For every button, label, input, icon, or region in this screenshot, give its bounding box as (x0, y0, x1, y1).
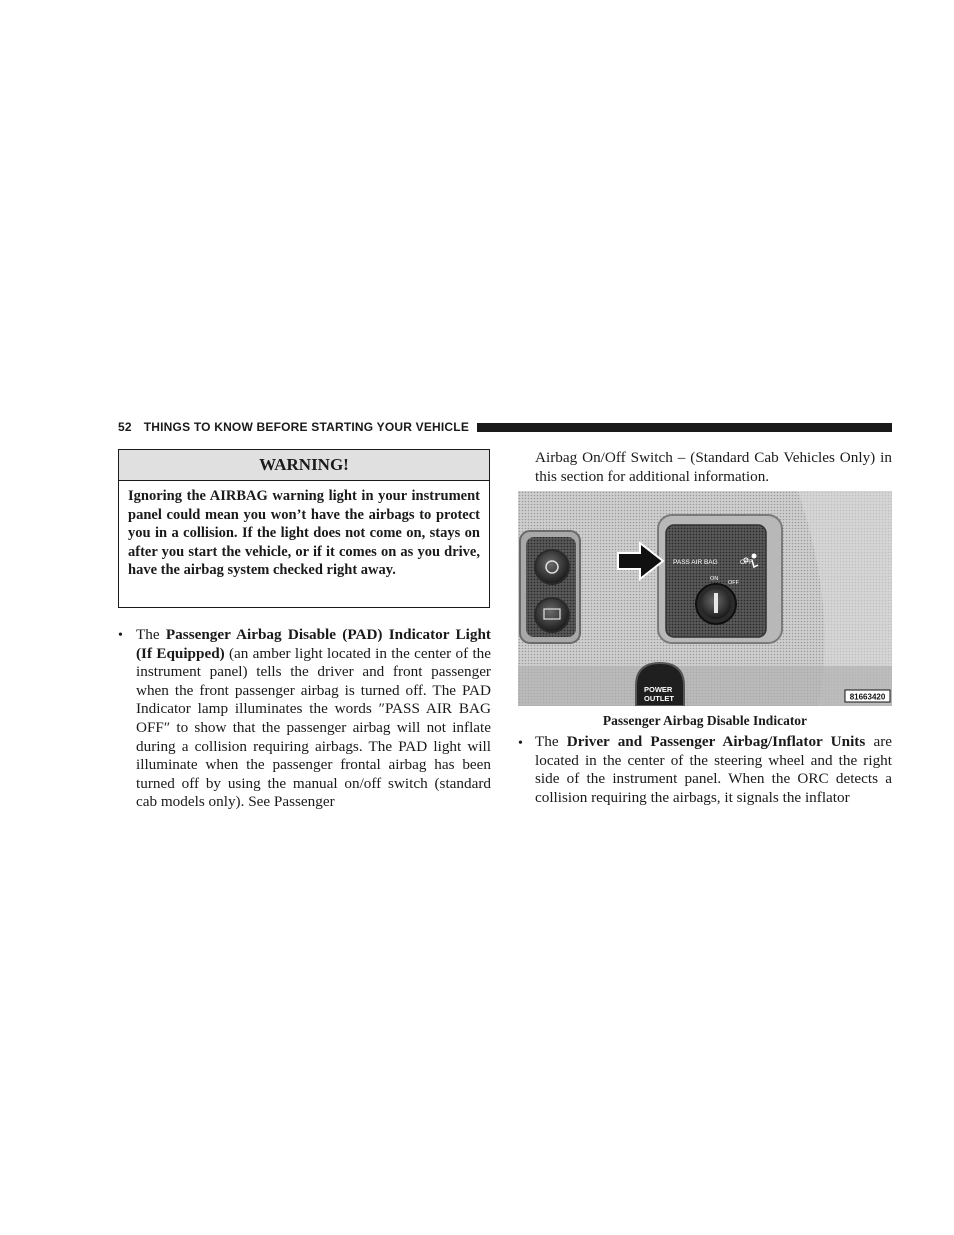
outlet-label: OUTLET (644, 694, 674, 703)
inflator-lead: The (535, 733, 567, 750)
page-number: 52 (118, 420, 132, 434)
dashboard-illustration (518, 491, 892, 706)
pad-text: (an amber light located in the center of the instrument panel) tells the driver and front passenger when the front passenger airbag is turned off. The PAD Indicator lamp illuminates the words ″PASS AIR BAG OFF″ to show that the passenger airbag will not inflate during a collision requiring airbags. The PAD light will illuminate when the passenger frontal airbag has been turned off by using the manual on/off switch (standard cab models only). See Passenger (136, 644, 491, 811)
page-header (118, 418, 892, 436)
inflator-text: are located in the center of the steering wheel and the right side of the instrument panel. When the ORC detects a collision requiring the airbags, it signals the inflator (535, 733, 892, 806)
pad-heading: Passenger Airbag Disable (PAD) Indicator Light (If Equipped) (136, 626, 491, 662)
bullet-marker: • (118, 628, 123, 643)
pad-indicator-photo (518, 491, 892, 706)
pad-light-paragraph (136, 626, 491, 812)
off-label: OFF (728, 580, 739, 586)
inflator-heading: Driver and Passenger Airbag/Inflator Units (566, 733, 866, 750)
pass-airbag-label: PASS AIR BAG (673, 559, 718, 566)
key-slot-icon (714, 593, 718, 613)
continuation-paragraph: Airbag On/Off Switch – (Standard Cab Vehicles Only) in this section for additional information. (535, 449, 892, 485)
inflator-units-paragraph (535, 733, 892, 807)
bullet-marker: • (518, 736, 523, 751)
power-label: POWER (644, 685, 673, 694)
warning-box (118, 449, 490, 608)
on-label: ON (710, 576, 719, 582)
figure-caption: Passenger Airbag Disable Indicator (602, 713, 808, 728)
header-rule (477, 423, 892, 432)
pad-lead: The (136, 626, 166, 643)
off-indicator-label: OFF (740, 559, 753, 566)
section-title: THINGS TO KNOW BEFORE STARTING YOUR VEHICLE (143, 420, 470, 434)
image-code: 81663420 (849, 692, 886, 702)
warning-body: Ignoring the AIRBAG warning light in your instrument panel could mean you won’t have the airbags to protect you in a collision. If the light does not come on, stays on after you start the vehicle, or if it comes on as you drive, have the airbag system checked right away. (128, 488, 480, 579)
warning-title: WARNING! (119, 450, 489, 481)
